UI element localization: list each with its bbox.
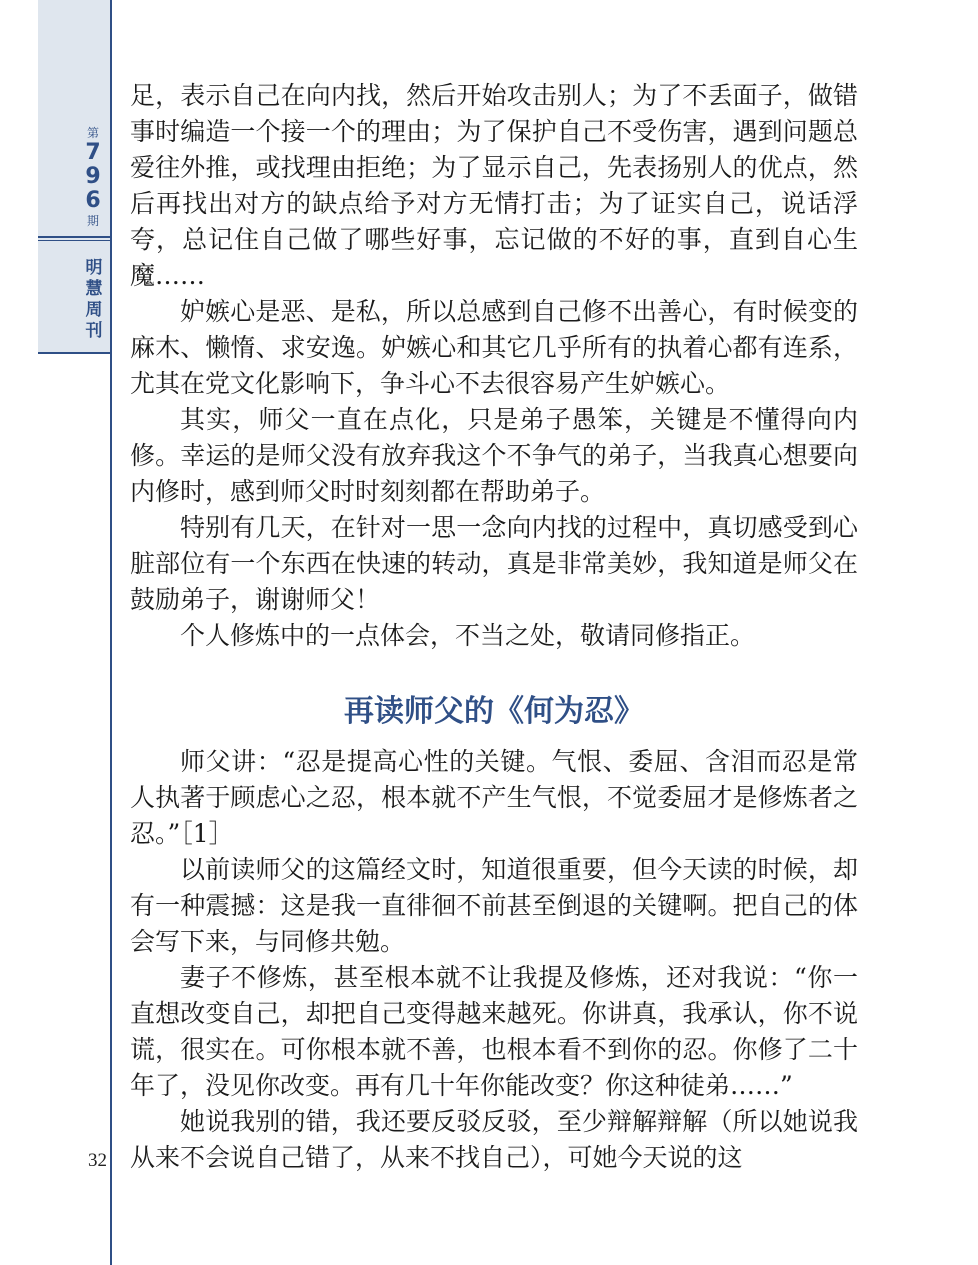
body-paragraph: 她说我别的错，我还要反驳反驳，至少辩解辩解（所以她说我从来不会说自己错了，从来不找自己），可她今天说的这 — [130, 1107, 858, 1172]
issue-digit: 9 — [85, 164, 101, 189]
body-paragraph: 以前读师父的这篇经文时，知道很重要，但今天读的时候，却有一种震撼：这是我一直徘徊不前甚至倒退的关键啊。把自己的体会写下来，与同修共勉。 — [130, 855, 858, 956]
issue-digit: 7 — [85, 140, 101, 165]
brand-char: 刊 — [85, 321, 103, 341]
brand-char: 周 — [85, 300, 103, 320]
brand-char: 慧 — [85, 279, 103, 299]
brand-char: 明 — [85, 258, 103, 278]
body-paragraph: 个人修炼中的一点体会，不当之处，敬请同修指正。 — [180, 621, 756, 650]
publication-name — [80, 258, 108, 342]
article-title: 再读师父的《何为忍》 — [344, 694, 644, 729]
body-paragraph: 妒嫉心是恶、是私，所以总感到自己修不出善心，有时候变的麻木、懒惰、求安逸。妒嫉心和其它几乎所有的执着心都有连系，尤其在党文化影响下，争斗心不去很容易产生妒嫉心。 — [130, 297, 858, 398]
issue-number — [78, 125, 108, 229]
body-paragraph: 足，表示自己在向内找，然后开始攻击别人；为了不丢面子，做错事时编造一个接一个的理由；为了保护自己不受伤害，遇到问题总爱往外推，或找理由拒绝；为了显示自己，先表扬别人的优点，然后再找出对方的缺点给予对方无情打击；为了证实自己，说话浮夸，总记住自己做了哪些好事，忘记做的不好的事，直到自心生魔…… — [130, 81, 858, 290]
body-paragraph: 妻子不修炼，甚至根本就不让我提及修炼，还对我说：“你一直想改变自己，却把自己变得越来越死。你讲真，我承认，你不说谎，很实在。可你根本就不善，也根本看不到你的忍。你修了二十年了，没见你改变。再有几十年你能改变？你这种徒弟……” — [130, 963, 858, 1100]
issue-suffix: 期 — [86, 214, 99, 228]
body-paragraph: 师父讲：“忍是提高心性的关键。气恨、委屈、含泪而忍是常人执著于顾虑心之忍，根本就不产生气恨，不觉委屈才是修炼者之忍。”［1］ — [130, 747, 858, 848]
page-number: 32 — [88, 1150, 107, 1171]
margin-rule — [110, 0, 112, 1265]
page-body — [130, 78, 858, 1176]
body-paragraph: 特别有几天，在针对一思一念向内找的过程中，真切感受到心脏部位有一个东西在快速的转动，真是非常美妙，我知道是师父在鼓励弟子，谢谢师父！ — [130, 513, 858, 614]
body-paragraph: 其实，师父一直在点化，只是弟子愚笨，关键是不懂得向内修。幸运的是师父没有放弃我这个不争气的弟子，当我真心想要向内修时，感到师父时时刻刻都在帮助弟子。 — [130, 405, 858, 506]
sidebar-divider — [38, 236, 112, 241]
issue-prefix: 第 — [86, 126, 99, 140]
issue-digit: 6 — [85, 188, 101, 213]
